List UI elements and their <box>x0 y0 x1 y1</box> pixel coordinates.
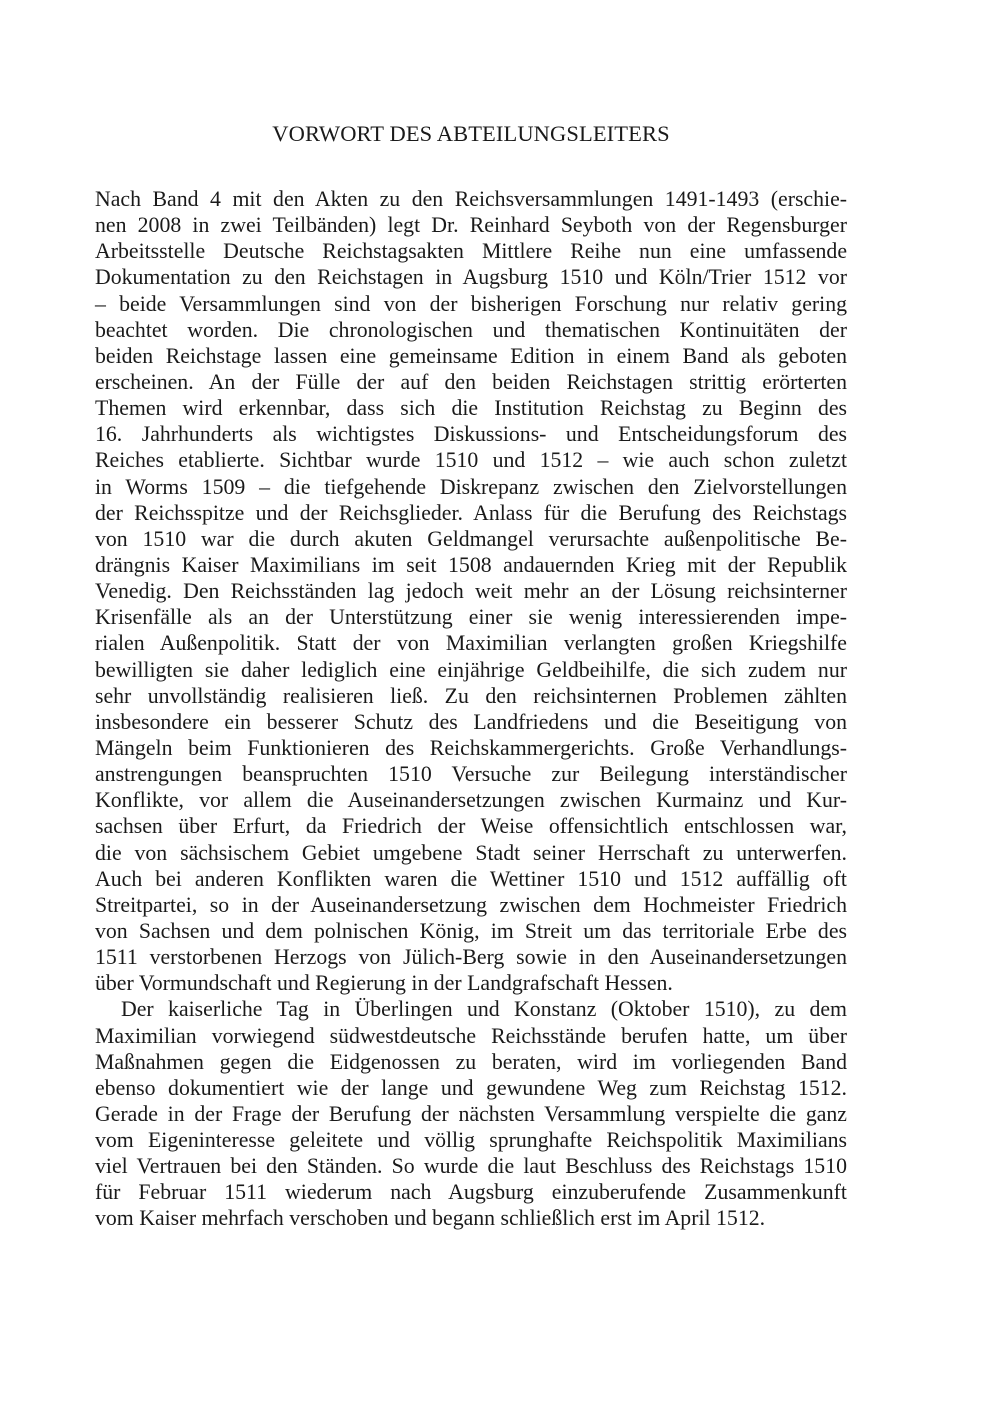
text-line: rialen Außenpolitik. Statt der von Maximilian verlangten großen Kriegshilfe <box>95 631 847 656</box>
text-line: bewilligten sie daher lediglich eine einjährige Geldbeihilfe, die sich zudem nur <box>95 657 847 682</box>
text-line: Konflikte, vor allem die Auseinandersetzungen zwischen Kurmainz und Kur- <box>95 788 847 813</box>
text-line: Der kaiserliche Tag in Überlingen und Konstanz (Oktober 1510), zu dem <box>121 997 847 1022</box>
text-line: Streitpartei, so in der Auseinandersetzung zwischen dem Hochmeister Friedrich <box>95 892 847 917</box>
text-line: Nach Band 4 mit den Akten zu den Reichsversammlungen 1491-1493 (erschie- <box>95 187 847 211</box>
text-line: vom Kaiser mehrfach verschoben und begann schließlich erst im April 1512. <box>95 1206 766 1231</box>
text-line: über Vormundschaft und Regierung in der Landgrafschaft Hessen. <box>95 971 673 996</box>
text-line: Krisenfälle als an der Unterstützung einer sie wenig interessierenden impe- <box>95 605 847 630</box>
body-text <box>95 186 847 1232</box>
text-line: anstrengungen beanspruchten 1510 Versuche zur Beilegung interständischer <box>95 762 847 787</box>
text-line: Themen wird erkennbar, dass sich die Institution Reichstag zu Beginn des <box>95 396 847 421</box>
document-page <box>95 117 847 1232</box>
text-line: in Worms 1509 – die tiefgehende Diskrepanz zwischen den Zielvorstellungen <box>95 474 847 499</box>
text-line: vom Eigeninteresse geleitete und völlig sprunghafte Reichspolitik Maximilians <box>95 1128 847 1153</box>
text-line: von Sachsen und dem polnischen König, im Streit um das territoriale Erbe des <box>95 918 847 943</box>
text-line: insbesondere ein besserer Schutz des Landfriedens und die Beseitigung von <box>95 709 847 734</box>
text-line: drängnis Kaiser Maximilians im seit 1508 andauernden Krieg mit der Republik <box>95 552 847 577</box>
text-line: von 1510 war die durch akuten Geldmangel verursachte außenpolitische Be- <box>95 526 847 551</box>
text-line: der Reichsspitze und der Reichsglieder. Anlass für die Berufung des Reichstags <box>95 500 847 525</box>
text-line: nen 2008 in zwei Teilbänden) legt Dr. Reinhard Seyboth von der Regensburger <box>95 213 847 238</box>
text-line: sehr unvollständig realisieren ließ. Zu den reichsinternen Problemen zählten <box>95 683 847 708</box>
page-title: VORWORT DES ABTEILUNGSLEITERS <box>272 121 670 146</box>
text-line: Dokumentation zu den Reichstagen in Augsburg 1510 und Köln/Trier 1512 vor <box>95 265 847 290</box>
text-line: – beide Versammlungen sind von der bisherigen Forschung nur relativ gering <box>95 291 847 316</box>
text-line: 1511 verstorbenen Herzogs von Jülich-Berg sowie in den Auseinandersetzungen <box>95 945 847 970</box>
text-line: Gerade in der Frage der Berufung der nächsten Versammlung verspielte die ganz <box>95 1101 847 1126</box>
text-line: erscheinen. An der Fülle der auf den beiden Reichstagen strittig erörterten <box>95 369 847 394</box>
paragraph <box>95 996 847 1231</box>
text-line: sachsen über Erfurt, da Friedrich der Weise offensichtlich entschlossen war, <box>95 814 847 839</box>
text-line: Maximilian vorwiegend südwestdeutsche Reichsstände berufen hatte, um über <box>95 1023 847 1048</box>
text-line: Mängeln beim Funktionieren des Reichskammergerichts. Große Verhandlungs- <box>95 735 847 760</box>
text-line: für Februar 1511 wiederum nach Augsburg einzuberufende Zusammenkunft <box>95 1180 847 1205</box>
text-line: ebenso dokumentiert wie der lange und gewundene Weg zum Reichstag 1512. <box>95 1075 847 1100</box>
text-line: Venedig. Den Reichsständen lag jedoch weit mehr an der Lösung reichsinterner <box>95 579 847 604</box>
text-line: viel Vertrauen bei den Ständen. So wurde die laut Beschluss des Reichstags 1510 <box>95 1154 847 1179</box>
paragraph <box>95 186 847 996</box>
text-line: Auch bei anderen Konflikten waren die Wettiner 1510 und 1512 auffällig oft <box>95 866 847 891</box>
text-line: beachtet worden. Die chronologischen und thematischen Kontinuitäten der <box>95 317 847 342</box>
text-line: die von sächsischem Gebiet umgebene Stadt seiner Herrschaft zu unterwerfen. <box>95 840 847 865</box>
text-line: Arbeitsstelle Deutsche Reichstagsakten Mittlere Reihe nun eine umfassende <box>95 239 847 264</box>
text-line: beiden Reichstage lassen eine gemeinsame Edition in einem Band als geboten <box>95 343 847 368</box>
text-line: 16. Jahrhunderts als wichtigstes Diskussions- und Entscheidungsforum des <box>95 422 847 447</box>
text-line: Maßnahmen gegen die Eidgenossen zu beraten, wird im vorliegenden Band <box>95 1049 847 1074</box>
text-line: Reiches etablierte. Sichtbar wurde 1510 und 1512 – wie auch schon zuletzt <box>95 448 847 473</box>
